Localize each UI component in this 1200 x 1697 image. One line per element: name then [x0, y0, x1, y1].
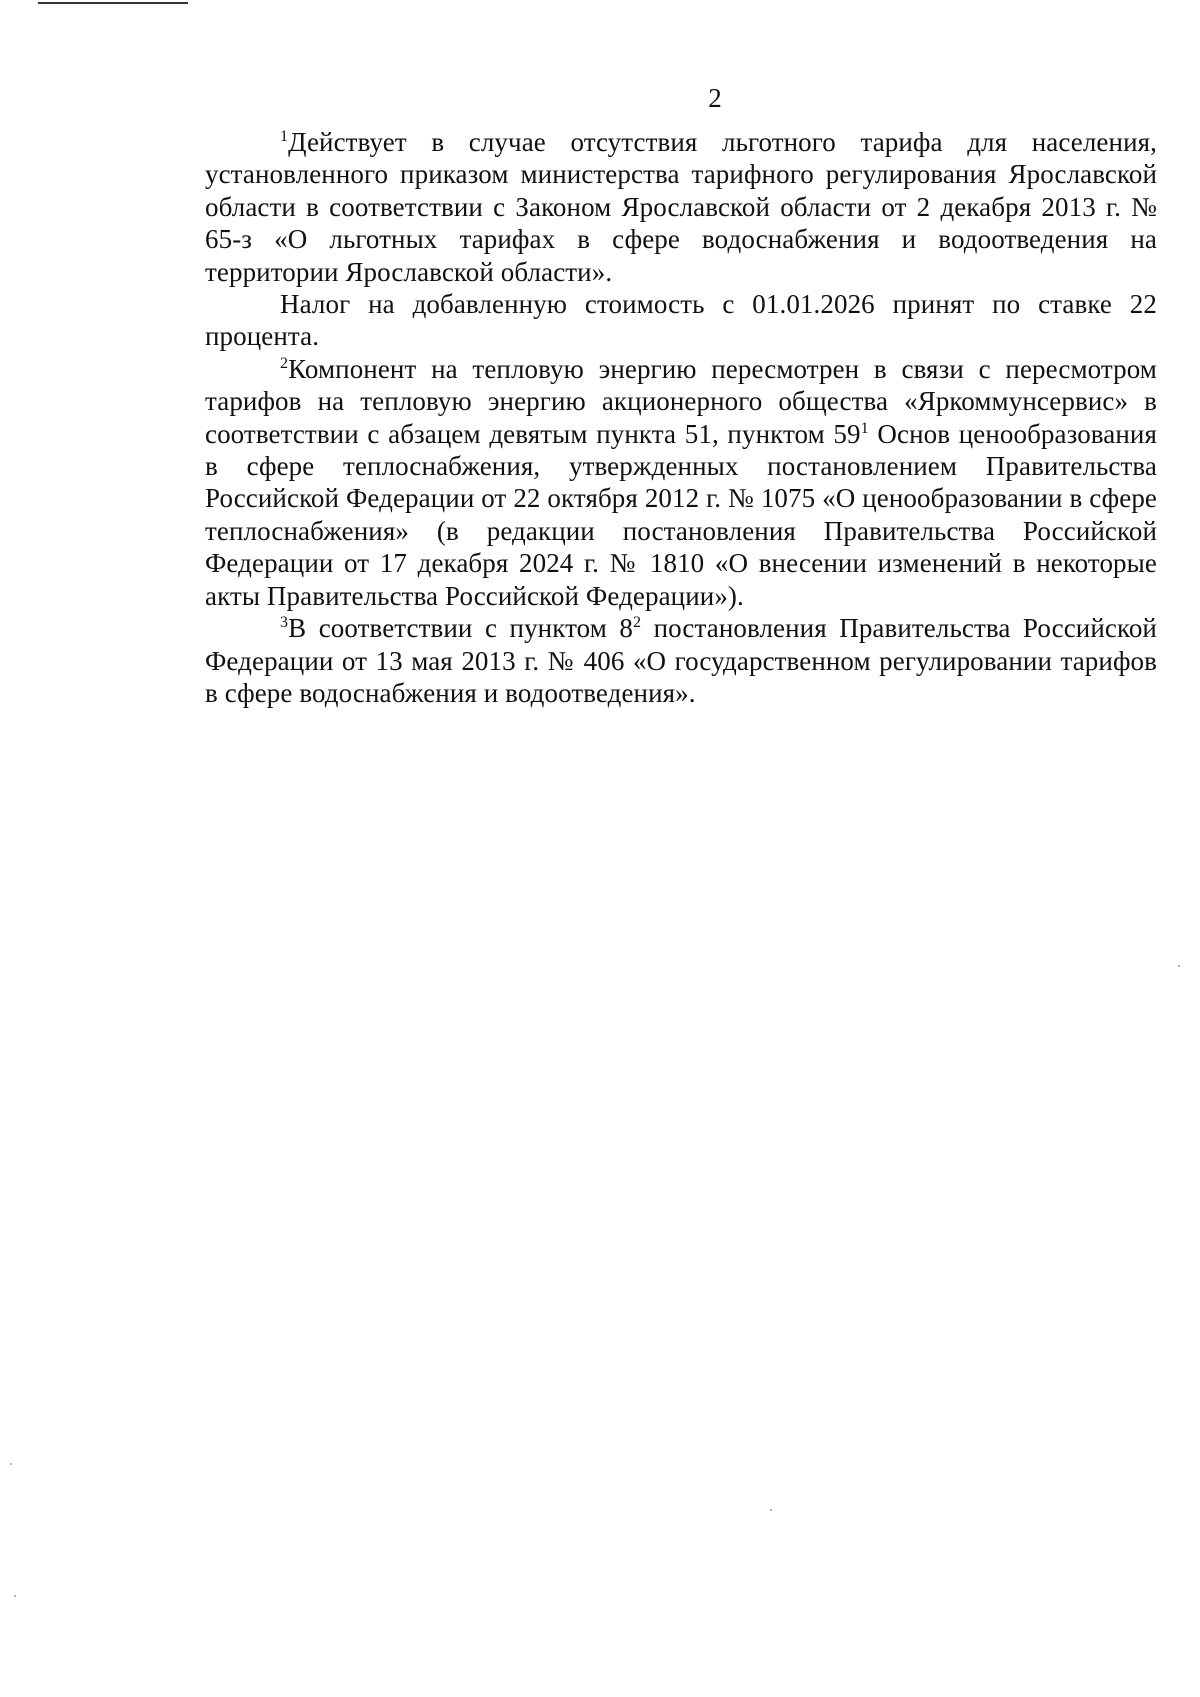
footnote-text-continued: постановления Правительства Российской Федерации от 13 мая 2013 г. № 406 «О государственном регулировании тарифов в сфере водоснабжения и водоотведения».	[205, 613, 1157, 708]
scan-speck	[770, 1509, 772, 1511]
footnotes-block	[205, 126, 1157, 709]
scan-speck	[14, 1595, 16, 1597]
footnote-marker: 2	[280, 354, 289, 372]
footnote-3	[205, 612, 1157, 709]
footnote-1	[205, 126, 1157, 288]
top-edge-rule	[38, 2, 188, 4]
footnote-text-continued: Основ ценообразования в сфере теплоснабжения, утвержденных постановлением Правительства Российской Федерации от 22 октября 2012 г. № 1075 «О ценообразовании в сфере теплоснабжения» (в редакции постановления Правительства Российской Федерации от 17 декабря 2024 г. № 1810 «О внесении изменений в некоторые акты Правительства Российской Федерации»).	[205, 418, 1158, 611]
footnote-marker: 3	[280, 614, 289, 632]
footnote-text: В соответствии с пунктом 8	[288, 613, 633, 644]
vat-note	[205, 288, 1157, 353]
page-number: 2	[708, 83, 722, 113]
footnote-text: Компонент на тепловую энергию пересмотрен в связи с пересмотром тарифов на тепловую энергию акционерного общества «Яркоммунсервис» в соответствии с абзацем девятым пункта 51, пунктом 59	[205, 353, 1157, 449]
scan-speck	[10, 1463, 12, 1465]
footnote-marker: 1	[280, 128, 289, 145]
scan-speck	[1178, 965, 1180, 967]
inline-superscript: 2	[633, 614, 642, 632]
footnote-2	[205, 353, 1157, 612]
footnote-text: Действует в случае отсутствия льготного тарифа для населения, установленного приказом министерства тарифного регулирования Ярославской области в соответствии с Законом Ярославской области от 2 декабря 2013 г. № 65-з «О льготных тарифах в сфере водоснабжения и водоотведения на территории Ярославской области».	[205, 127, 1157, 287]
inline-superscript: 1	[860, 419, 869, 437]
footnote-text: Налог на добавленную стоимость с 01.01.2026 принят по ставке 22 процента.	[205, 289, 1157, 352]
